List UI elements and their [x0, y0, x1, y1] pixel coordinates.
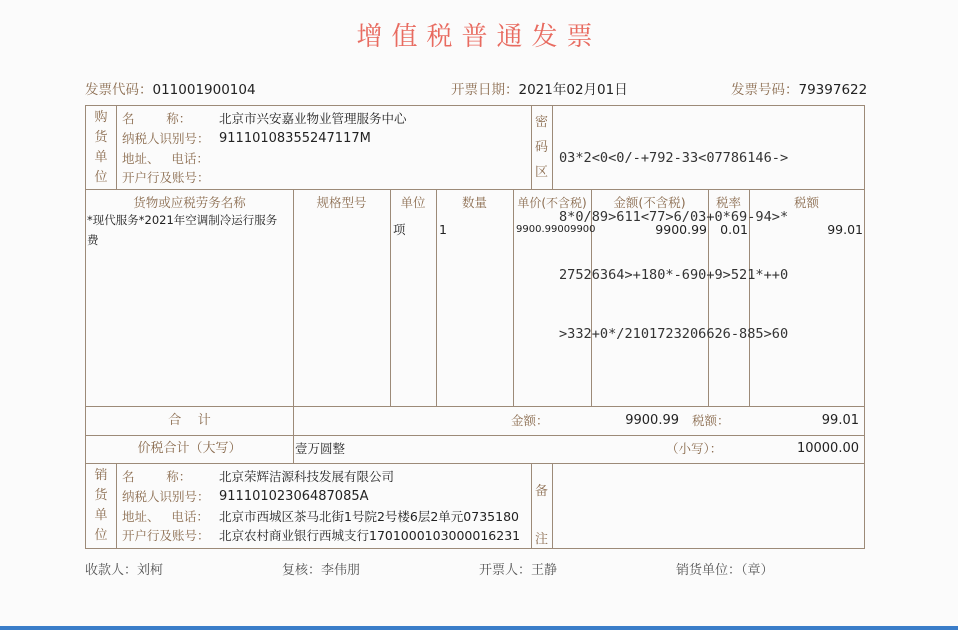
col-header-unit: 单位	[400, 195, 426, 210]
col-header-qty: 数量	[461, 195, 487, 210]
reviewer	[282, 559, 360, 578]
remark-label	[531, 468, 552, 564]
col-header-amount: 金额(不含税)	[613, 195, 686, 210]
seller-seal: 销货单位：（章）	[676, 563, 774, 578]
grand-total-small: 10000.00	[796, 441, 859, 456]
buyer-tax-id: 91110108355247117M	[219, 131, 371, 146]
invoice-code-label: 发票代码：	[85, 82, 153, 98]
label-char: 密	[534, 115, 548, 130]
invoice-number	[731, 78, 867, 98]
divider	[390, 189, 391, 406]
issuer	[479, 559, 557, 578]
divider	[552, 463, 553, 548]
col-header-spec: 规格型号	[316, 195, 367, 210]
seller-bank-label: 开户行及账号：	[122, 528, 210, 543]
label-char: 销	[94, 468, 108, 483]
invoice-number-value: 79397622	[798, 82, 868, 98]
item-rate: 0.01	[720, 222, 748, 237]
cipher-line: 03*2<0<0/-+792-33<07786146->	[559, 150, 789, 166]
invoice-code-value: 011001900104	[152, 82, 256, 98]
item-tax: 99.01	[827, 222, 863, 237]
seller-section-label	[86, 466, 116, 546]
divider	[86, 406, 864, 407]
cipher-text	[559, 110, 788, 383]
buyer-bank-label: 开户行及账号：	[122, 170, 210, 185]
item-price: 9900.99009900	[516, 224, 596, 235]
buyer-name-label: 名 称：	[122, 111, 192, 126]
seller-address-label: 地址、 电话：	[122, 509, 209, 524]
item-qty: 1	[439, 222, 447, 237]
total-tax: 99.01	[821, 413, 859, 428]
col-header-name: 货物或应税劳务名称	[133, 195, 246, 210]
payee-label: 收款人：	[85, 563, 138, 578]
label-char: 位	[94, 170, 108, 185]
cipher-line: 8*0/89>611<77>6/03+0*69-94>*	[559, 208, 789, 225]
cipher-line: >332+0*/2101723206626-885>60	[559, 325, 789, 342]
item-amount: 9900.99	[655, 222, 707, 237]
divider	[436, 189, 437, 406]
seller-tax-id-label: 纳税人识别号：	[122, 489, 210, 504]
invoice-date	[451, 78, 628, 98]
divider	[116, 463, 117, 548]
grand-total-small-label: （小写）：	[666, 441, 723, 456]
seller-name: 北京荣辉洁源科技发展有限公司	[219, 469, 395, 484]
cipher-label	[531, 110, 552, 185]
payee-value: 刘柯	[137, 563, 164, 578]
divider	[293, 189, 294, 463]
invoice-title: 增值税普通发票	[356, 22, 602, 52]
item-name-line2: 费	[87, 233, 99, 247]
label-char: 位	[94, 528, 108, 543]
label-char: 货	[94, 488, 108, 503]
bottom-bar	[0, 626, 958, 630]
invoice-number-label: 发票号码：	[731, 82, 799, 98]
label-char: 货	[94, 130, 108, 145]
seller-address: 北京市西城区茶马北街1号院2号楼6层2单元0735180	[219, 509, 519, 524]
col-header-tax: 税额	[793, 195, 819, 210]
seller-bank: 北京农村商业银行西城支行1701000103000016231	[219, 528, 521, 543]
item-name-line1: *现代服务*2021年空调制冷运行服务	[87, 213, 278, 227]
buyer-address-label: 地址、 电话：	[122, 151, 209, 166]
buyer-section-label	[86, 108, 116, 188]
buyer-name: 北京市兴安嘉业物业管理服务中心	[219, 111, 407, 126]
invoice-date-label: 开票日期：	[451, 82, 519, 98]
total-label: 合 计	[168, 413, 211, 428]
total-amount-label: 金额：	[511, 413, 549, 428]
reviewer-value: 李伟朋	[321, 563, 361, 578]
total-tax-label: 税额：	[692, 413, 730, 428]
buyer-tax-id-label: 纳税人识别号：	[122, 131, 210, 146]
label-char: 区	[534, 165, 548, 180]
issuer-value: 王静	[531, 563, 558, 578]
seller-tax-id: 91110102306487085A	[219, 489, 369, 504]
grand-total-words: 壹万圆整	[295, 441, 346, 456]
payee	[85, 559, 163, 578]
total-amount: 9900.99	[625, 413, 679, 428]
label-char: 购	[94, 110, 108, 125]
label-char: 单	[94, 150, 108, 165]
col-header-price: 单价(不含税)	[517, 196, 587, 210]
label-char: 码	[534, 140, 548, 155]
cipher-line: 27526364>+180*-690+9>521*++0	[559, 267, 789, 283]
invoice-table	[85, 105, 865, 549]
label-char: 单	[94, 508, 108, 523]
label-char: 注	[534, 532, 548, 547]
divider	[116, 106, 117, 189]
reviewer-label: 复核：	[282, 563, 322, 578]
divider	[552, 106, 553, 189]
divider	[86, 435, 864, 436]
label-char: 备	[534, 484, 548, 499]
item-unit: 项	[393, 222, 406, 237]
col-header-rate: 税率	[715, 195, 741, 210]
invoice-date-value: 2021年02月01日	[518, 82, 628, 98]
divider	[86, 463, 864, 464]
seller-name-label: 名 称：	[122, 469, 192, 484]
divider	[513, 189, 514, 406]
issuer-label: 开票人：	[479, 563, 532, 578]
grand-total-label: 价税合计（大写）	[137, 441, 242, 456]
invoice-code	[85, 78, 256, 98]
